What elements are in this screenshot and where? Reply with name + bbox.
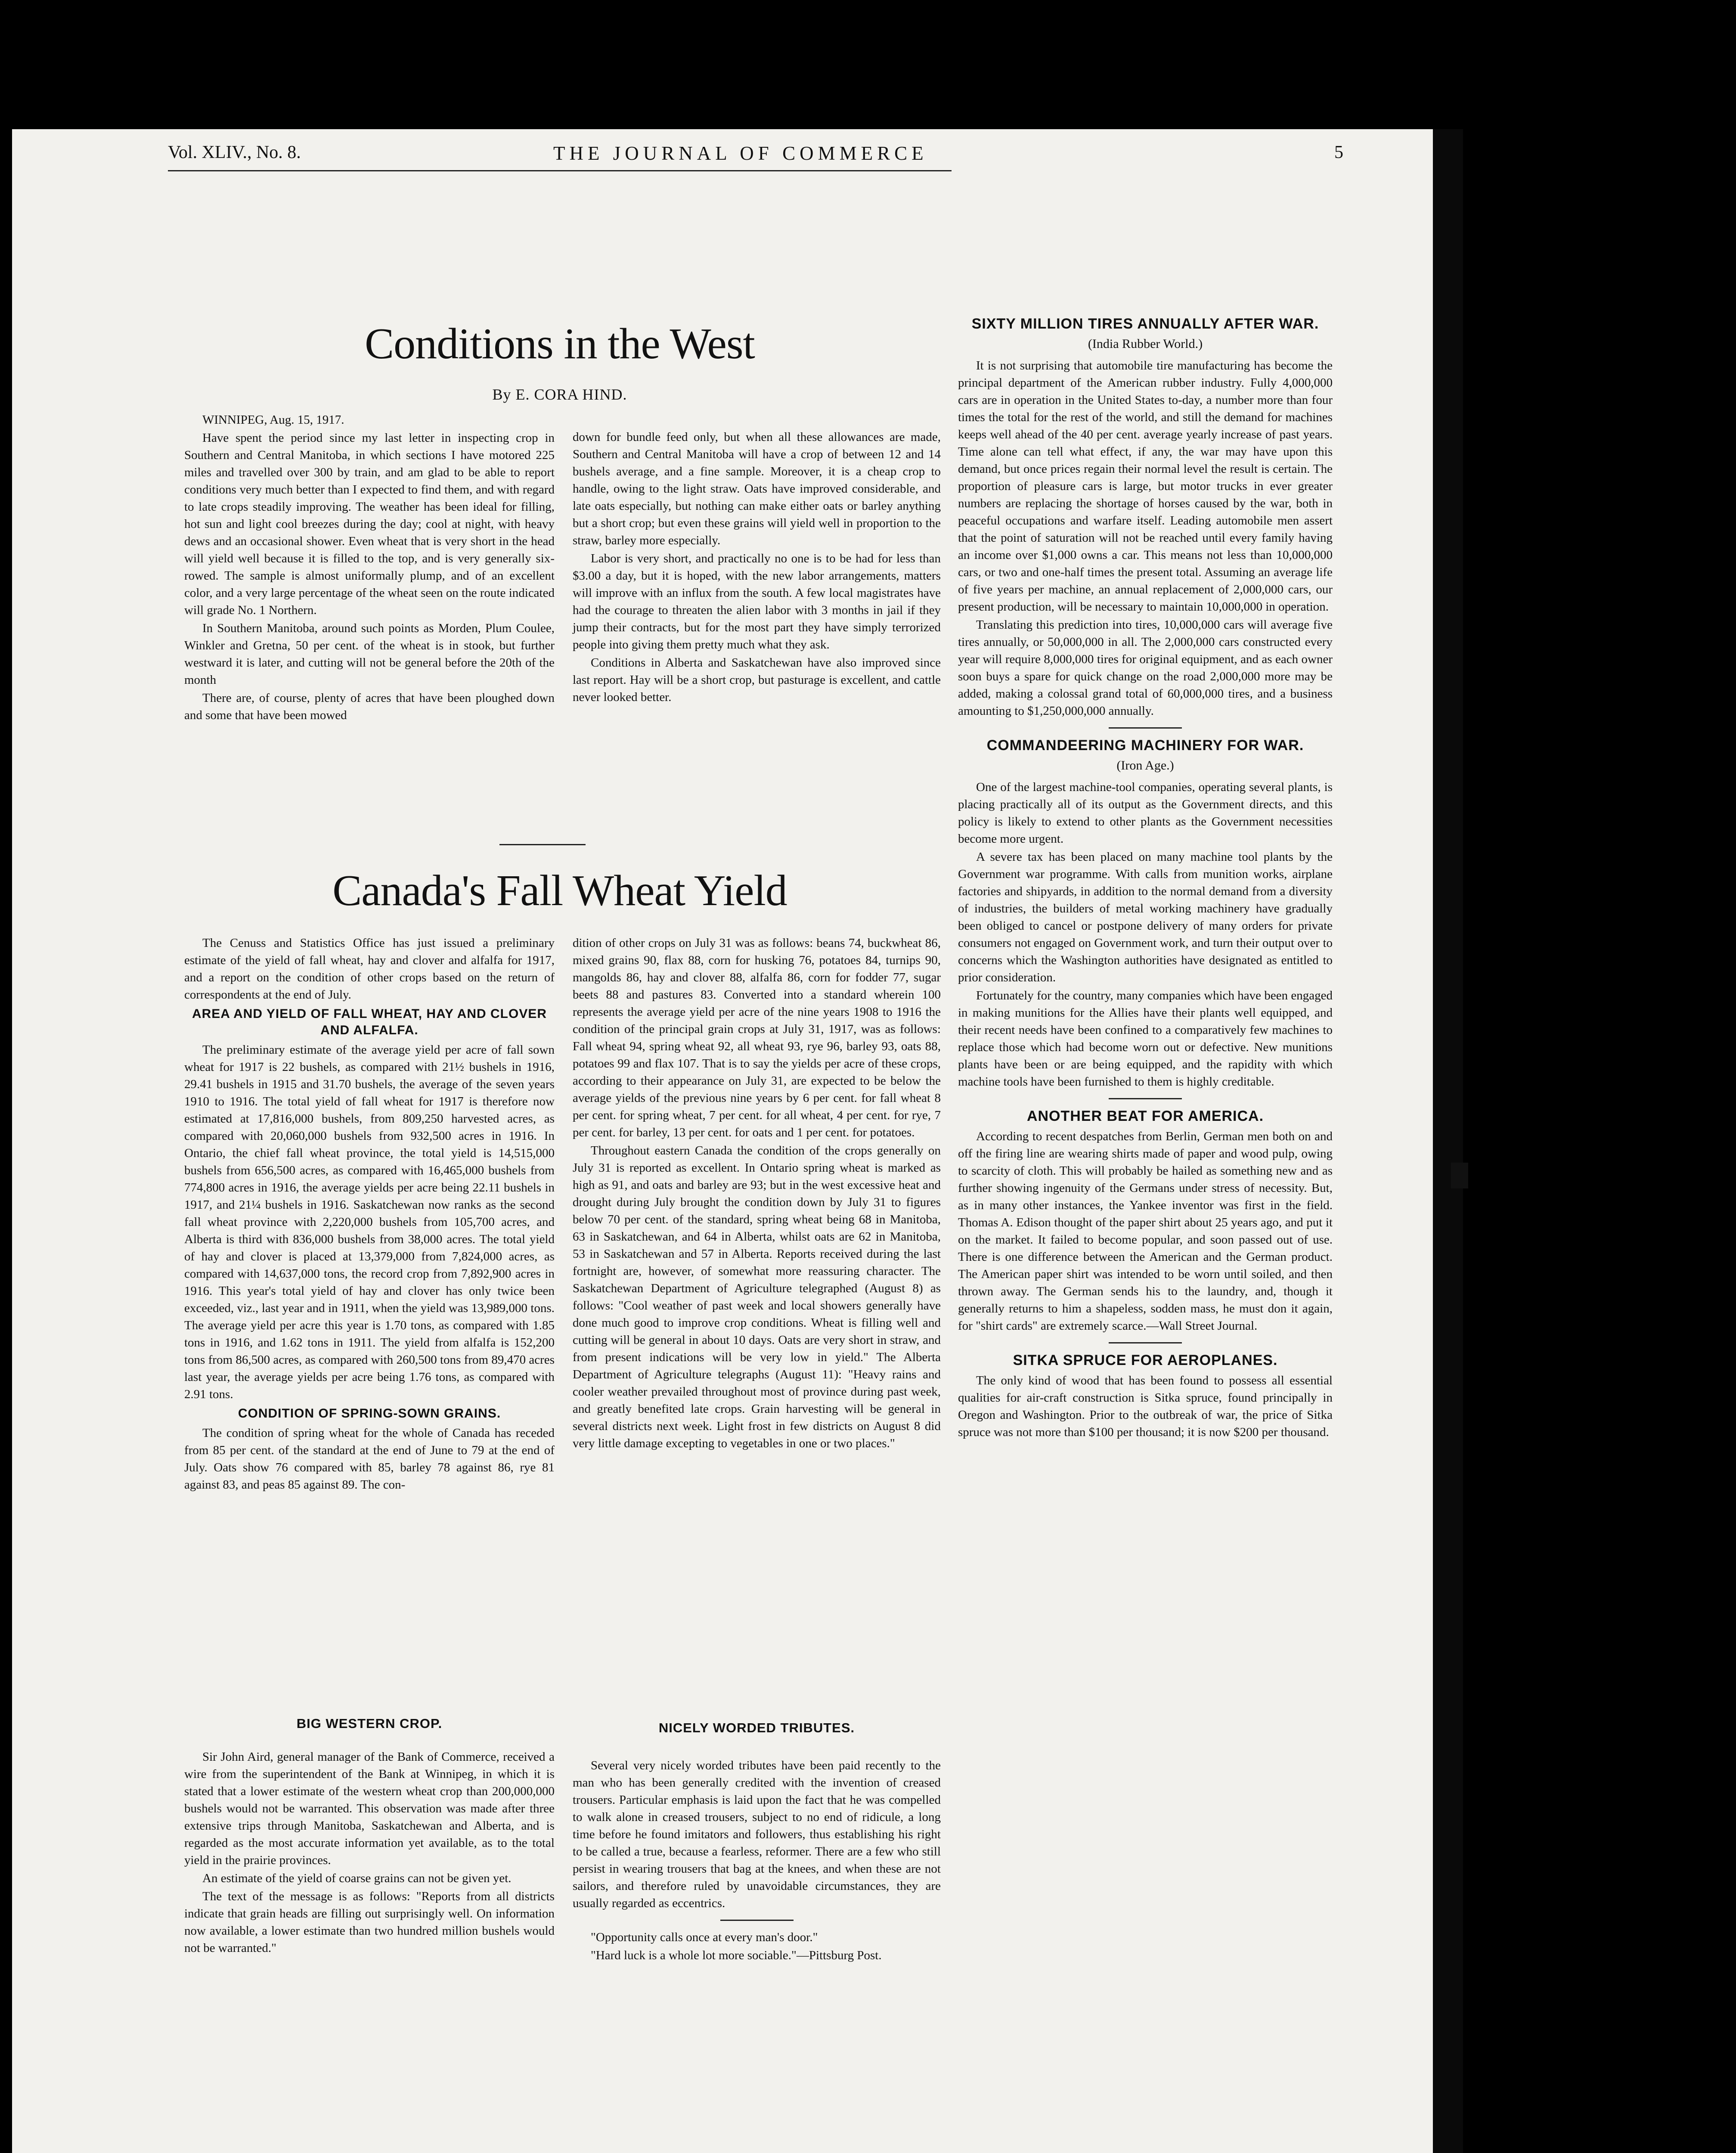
west-byline: By E. CORA HIND. [492,386,627,403]
article-paragraph: Have spent the period since my last letter in inspecting crop in Southern and Central Manitoba, in which sections I have motored 225 miles and travelled over 300 by train, and am glad to be able to report conditions very much better than I expected to find them, and with regard to late crops steadily improving. The weather has been ideal for filling, hot sun and light cool breezes during the day; cool at night, with heavy dews and an occasional shower. Even wheat that is very short in the head will yield well because it is filled to the top, and is very generally six-rowed. The sample is almost uniformally plump, and of an excellent color, and a very large percentage of the wheat seen on the route indicated will grade No. 1 Northern. [184,431,555,617]
machinery-headline: COMMANDEERING MACHINERY FOR WAR. [986,737,1304,754]
west-column-1 [184,411,555,725]
area-yield-subhead: AREA AND YIELD OF FALL WHEAT, HAY AND CLOVER AND ALFALFA. [192,1007,547,1037]
article-paragraph: Several very nicely worded tributes have been paid recently to the man who has been generally credited with the invention of creased trousers. Particular emphasis is laid upon the fact that he was compelled to walk alone in creased trousers, subject to no end of ridicule, a long time before he found imitators and followers, thus establishing his right to be called a true, because a fearless, reformer. There are a few who still persist in wearing trousers that bag at the knees, and when these are not sailors, and therefore ruled by unavoidable circumstances, they are usually regarded as eccentrics. [573,1759,941,1910]
header-rule [168,170,952,171]
article-paragraph: Conditions in Alberta and Saskatchewan have also improved since last report. Hay will be a short crop, but pasturage is excellent, and cattle never looked better. [573,656,941,704]
beat-headline: ANOTHER BEAT FOR AMERICA. [1026,1108,1264,1124]
spring-grains-subhead: CONDITION OF SPRING-SOWN GRAINS. [238,1406,501,1421]
west-column-2 [573,428,941,707]
article-paragraph: Translating this prediction into tires, 10,000,000 cars will average five tires annually, or 50,000,000 in all. The 2,000,000 cars constructed every year will require 8,000,000 tires for original equipment, and as each owner soon buys a spare for quick change on the road 2,000,000 more may be added, making a colossal grand total of 60,000,000 tires, and a business amounting to $1,250,000,000 annually. [958,618,1333,718]
article-paragraph: There are, of course, plenty of acres that have been ploughed down and some that have been mowed [184,691,555,722]
article-paragraph: The text of the message is as follows: "Reports from all districts indicate that grain heads are filling out surprisingly well. On information now available, a lower estimate than two hundred million bushels would not be warranted." [184,1889,555,1955]
page-header [168,142,1343,172]
section-divider [1109,727,1182,729]
article-paragraph: One of the largest machine-tool companies, operating several plants, is placing practically all of its output as the Government directs, and this policy is likely to extend to other plants as the Government necessities become more urgent. [958,780,1333,846]
article-paragraph: Throughout eastern Canada the condition of the crops generally on July 31 is reported as excellent. In Ontario spring wheat is marked as high as 91, and oats and barley are 93; but in the west excessive heat and drought during July brought the condition down by July 31 to figures below 70 per cent. of the standard, spring wheat being 68 in Manitoba, 63 in Saskatchewan, and 64 in Alberta, whilst oats are 62 in Manitoba, 53 in Saskatchewan and 57 in Alberta. Reports received during the last fortnight are, however, of somewhat more reassuring character. The Saskatchewan Department of Agriculture telegraphed (August 8) as follows: "Cool weather of past week and local showers generally have done much good to improve crop conditions. Wheat is filling well and cutting will be general in about 10 days. Oats are very short in straw, and from present indications will be very low in yield." The Alberta Department of Agriculture telegraphs (August 11): "Heavy rains and cooler weather prevailed throughout most of province during past week, and greatly benefited late crops. Grain harvesting will be general in several districts next week. Light frost in few districts on August 8 did very little damage excepting to vegetables in one or two places." [573,1144,941,1450]
section-divider [1109,1098,1182,1099]
paper-scrap [1451,1163,1468,1188]
tributes-headline: NICELY WORDED TRIBUTES. [658,1720,855,1735]
article-paragraph: According to recent despatches from Berlin, German men both on and off the firing line are wearing shirts made of paper and wood pulp, owing to scarcity of cloth. This will probably be hailed as something new and as further showing ingenuity of the Germans under stress of necessity. But, as in many other instances, the Yankee inventor was first in the field. Thomas A. Edison thought of the paper shirt about 25 years ago, and put it on the market. It failed to become popular, and soon passed out of use. There is one difference between the American and the German product. The American paper shirt was intended to be worn until soiled, and then thrown away. The German sends his to the laundry, and, though it generally returns to him a shapeless, sodden mass, he must don it again, for "shirt cards" are extremely scarce.—Wall Street Journal. [958,1129,1333,1333]
big-crop-headline: BIG WESTERN CROP. [296,1716,443,1731]
article-paragraph: Labor is very short, and practically no one is to be had for less than $3.00 a day, but it is hoped, with the new labor arrangements, matters will improve with an influx from the south. A few local magistrates have had the courage to threaten the alien labor with 3 months in jail if they jump their contracts, but for the most part they have simply terrorized people into giving them pretty much what they ask. [573,552,941,651]
wheat-headline: Canada's Fall Wheat Yield [332,866,787,915]
section-divider [1109,1342,1182,1343]
newspaper-title: THE JOURNAL OF COMMERCE [553,143,928,164]
wheat-column-2 [573,934,941,1453]
tires-headline: SIXTY MILLION TIRES ANNUALLY AFTER WAR. [971,316,1319,332]
article-paragraph: A severe tax has been placed on many machine tool plants by the Government war programme. With calls from munition works, airplane factories and shipyards, in addition to the normal demand from a diversity of industries, the builders of metal working machinery have gradually been obliged to cancel or postpone delivery of many orders for private consumers not engaged on Government work, and turn their output over to concerns which the Washington authorities have designated as entitled to prior consideration. [958,850,1333,984]
article-paragraph: The condition of spring wheat for the whole of Canada has receded from 85 per cent. of the standard at the end of June to 79 at the end of July. Oats show 76 compared with 85, barley 78 against 86, rye 81 against 83, and peas 85 against 89. The con- [184,1426,555,1492]
page-fold-shadow [1433,129,1463,2153]
dateline: WINNIPEG, Aug. 15, 1917. [202,413,344,427]
section-divider [499,844,586,845]
west-headline: Conditions in the West [365,320,755,368]
wheat-column-1 [184,934,555,1494]
right-column [958,312,1333,1442]
article-paragraph: Fortunately for the country, many companies which have been engaged in making munitions for the Allies have their plants well equipped, and their recent needs have been confined to a comparatively few machines to replace those which had become worn out or defective. New munitions plants have been or are being equipped, and the rapidity with which machine tools have been furnished to them is highly creditable. [958,989,1333,1089]
section-divider [720,1920,794,1921]
article-paragraph: It is not surprising that automobile tire manufacturing has become the principal department of the American rubber industry. Fully 4,000,000 cars are in operation in the United States to-day, a number more than four times the total for the rest of the world, and still the demand for machines keeps well ahead of the 40 per cent. average yearly increase of past years. Time alone can tell what effect, if any, the war may have upon this demand, but once prices regain their normal level the result is certain. The proportion of pleasure cars is large, but motor trucks in ever greater numbers are replacing the shortage of horses caused by the war, both in peaceful occupations and warfare itself. Leading automobile men assert that the point of saturation will not be reached until every family having an income over $1,000 owns a car. This means not less than 10,000,000 cars, or two and one-half times the present total. Assuming an average life of five years per machine, an annual replacement of 2,000,000 cars, our present production, will be necessary to maintain 10,000,000 in operation. [958,359,1333,614]
tributes-column [573,1757,941,1965]
article-paragraph: The only kind of wood that has been found to possess all essential qualities for air-craft construction is Sitka spruce, found principally in Oregon and Washington. Prior to the outbreak of war, the price of Sitka spruce was not more than $100 per thousand; it is now $200 per thousand. [958,1374,1333,1439]
tires-source: (India Rubber World.) [1088,337,1203,351]
machinery-source: (Iron Age.) [1116,758,1174,772]
big-crop-column [184,1748,555,1958]
article-paragraph: The Cenuss and Statistics Office has just issued a preliminary estimate of the yield of fall wheat, hay and clover and alfalfa for 1917, and a report on the condition of other crops based on the return of correspondents at the end of July. [184,936,555,1002]
article-paragraph: Sir John Aird, general manager of the Bank of Commerce, received a wire from the superintendent of the Bank at Winnipeg, in which it is stated that a lower estimate of the western wheat crop than 200,000,000 bushels would not be warranted. This observation was made after three extensive trips through Manitoba, Saskatchewan and Alberta, and is regarded as the most accurate information yet available, as to the total yield in the prairie provinces. [184,1750,555,1867]
article-paragraph: In Southern Manitoba, around such points as Morden, Plum Coulee, Winkler and Gretna, 50 per cent. of the wheat is in stook, but further westward it is later, and cutting will not be general before the 20th of the month [184,621,555,687]
spruce-headline: SITKA SPRUCE FOR AEROPLANES. [1013,1352,1278,1368]
article-paragraph: The preliminary estimate of the average yield per acre of fall sown wheat for 1917 is 22 bushels, as compared with 21½ bushels in 1916, 29.41 bushels in 1915 and 31.70 bushels, the average of the seven years 1910 to 1916. The total yield of fall wheat for 1917 is therefore now estimated at 17,816,000 bushels, from 809,250 harvested acres, as compared with 20,060,000 bushels from 932,500 acres in 1916. In Ontario, the chief fall wheat province, the total yield is 14,515,000 bushels from 656,500 acres, as compared with 16,465,000 bushels from 774,800 acres in 1916, the average yields per acre being 22.11 bushels in 1917, and 21¼ bushels in 1916. Saskatchewan now ranks as the second fall wheat province with 2,220,000 bushels from 105,700 acres, and Alberta is third with 836,000 bushels from 38,000 acres. The total yield of hay and clover is placed at 13,379,000 from 7,824,000 acres, as compared with 14,637,000 tons, the record crop from 7,892,900 acres in 1916. This year's total yield of hay and clover has only twice been exceeded, viz., last year and in 1911, when the yield was 13,989,000 tons. The average yield per acre this year is 1.70 tons, as compared with 1.85 tons in 1916, and 1.62 tons in 1911. The yield from alfalfa is 152,200 tons from 86,500 acres, as compared with 260,500 tons from 89,470 acres last year, the average yields per acre being 1.76 tons, as compared with 2.91 tons. [184,1043,555,1401]
volume-number: Vol. XLIV., No. 8. [168,143,301,162]
article-paragraph: down for bundle feed only, but when all these allowances are made, Southern and Central Manitoba will have a crop of between 12 and 14 bushels average, and a fine sample. Moreover, it is a cheap crop to handle, owing to the light straw. Oats have improved considerable, and late oats especially, but nothing can make either oats or barley anything but a short crop; but even these grains will yield well in proportion to the straw, barley more especially. [573,430,941,547]
article-paragraph: An estimate of the yield of coarse grains can not be given yet. [202,1871,512,1885]
article-paragraph: dition of other crops on July 31 was as follows: beans 74, buckwheat 86, mixed grains 90, flax 88, corn for husking 76, potatoes 84, turnips 90, mangolds 86, hay and clover 88, alfalfa 86, corn for fodder 77, sugar beets 88 and pastures 83. Converted into a standard wherein 100 represents the average yield per acre of the nine years 1908 to 1916 the condition of the principal grain crops at July 31, 1917, was as follows: Fall wheat 94, spring wheat 92, all wheat 93, rye 96, barley 93, oats 88, potatoes 99 and flax 107. That is to say the yields per acre of these crops, according to their appearance on July 31, are expected to be below the average yields of the previous nine years by 6 per cent. for fall wheat 8 per cent. for spring wheat, 7 per cent. for all wheat, 4 per cent. for rye, 7 per cent. for barley, 13 per cent. for oats and 1 per cent. for potatoes. [573,936,941,1139]
quote-line: "Hard luck is a whole lot more sociable."—Pittsburg Post. [591,1948,882,1962]
quote-line: "Opportunity calls once at every man's door." [591,1930,818,1944]
page-number: 5 [1334,143,1343,162]
